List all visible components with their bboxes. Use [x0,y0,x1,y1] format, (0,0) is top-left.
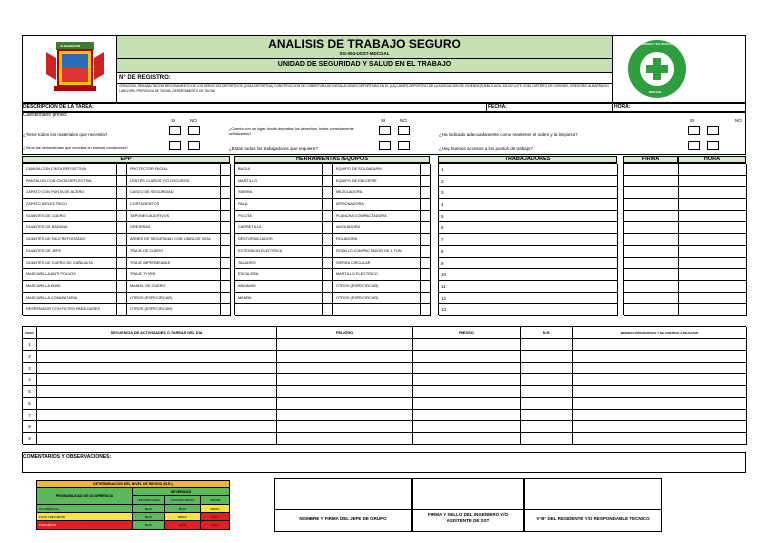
tool-item: PLANCHA COMPACTADORA [333,211,421,223]
epp-check [221,187,231,199]
nr-header: N.R. [521,327,573,339]
question-3: ¿Cuenta con un lugar donde depositar los desechos, botes correctamente señalizados? [229,127,354,136]
epp-check [221,258,231,270]
epp-item: CASCO DE SEGURIDAD [127,187,221,199]
tool-item: PICOTA [235,211,323,223]
tool-check [323,281,333,293]
tool-check [323,246,333,258]
epp-check [117,187,127,199]
tool-item: MANDIL [235,293,323,305]
epp-item: TRAJE IMPERMEABLE [127,258,221,270]
step-number: 3 [23,363,37,375]
severidad-label: SEVERIDAD [133,488,229,496]
signature-ingeniero-label: FIRMA Y SELLO DEL INGENIERO Y/O ASISTENTE DE SST [427,512,508,523]
signature-jefe-box [274,478,412,532]
epp-item: CAMISA CON CINTA REFLECTIVA [23,164,117,176]
tool-check [421,234,431,246]
epp-grid [22,163,230,315]
q1-no-checkbox[interactable] [188,126,200,135]
step-number: 2 [23,351,37,363]
firma-cell [624,199,679,211]
worker-row: 2 [439,176,618,188]
hora-cell [679,211,747,223]
firma-cell [624,246,679,258]
no-label-3: NO [735,118,742,123]
activity-cell[interactable] [413,351,521,363]
worker-row: 8 [439,246,618,258]
hora-cell [679,258,747,270]
epp-item: OTROS (ESPECIFICAR) [127,304,221,316]
activity-cell[interactable] [573,398,747,410]
tool-check [323,164,333,176]
activities-table [22,326,746,444]
activity-cell[interactable] [573,363,747,375]
logo-left-text: ALBARRACIN [60,44,80,48]
epp-check [117,246,127,258]
epp-check [221,211,231,223]
hora-header: HORA [678,156,746,163]
tool-check [421,176,431,188]
q1-si-checkbox[interactable] [169,126,181,135]
risk-cell-2-1: BAJO [133,513,165,521]
activity-cell[interactable] [413,421,521,433]
hora-cell [679,269,747,281]
activity-cell[interactable] [521,433,573,445]
epp-item: CORTAVIENTOS [127,199,221,211]
epp-check [221,246,231,258]
worker-row: 3 [439,187,618,199]
epp-check [117,176,127,188]
unit-title: UNIDAD DE SEGURIDAD Y SALUD EN EL TRABAJO [277,61,452,68]
tool-item: MEZCLADORA [333,187,421,199]
tool-check [421,258,431,270]
comentarios-label: COMENTARIOS Y OBSERVACIONES: [23,454,112,460]
no-label-2: NO [400,118,407,123]
epp-item: GUANTES DE CUERO DE CAÑA ALTA [23,258,117,270]
risk-matrix-title: DETERMINACION DEL NIVEL DE RIESGO (N.R.) [37,481,229,488]
risk-cell-1-1: BAJO [133,505,165,513]
step-number: 8 [23,421,37,433]
trabajadores-header: TRABAJADORES [438,156,617,163]
probabilidad-label: PROBABILIDAD DE OCURRENCIA [37,488,133,505]
worker-row: 11 [439,281,618,293]
tool-check [421,199,431,211]
q3-no-checkbox[interactable] [398,126,410,135]
peligro-header: PELIGRO [277,327,413,339]
tarea-row [22,103,746,112]
activity-cell[interactable] [277,421,413,433]
activity-cell[interactable] [277,374,413,386]
tool-check [323,176,333,188]
tool-item: OTROS (ESPECIFICAR) [333,293,421,305]
activity-cell[interactable] [413,386,521,398]
q4-si-checkbox[interactable] [379,141,391,150]
logo-right-text: SEGURIDAD Y SALUD EN EL TRABAJO [637,43,687,46]
epp-check [117,269,127,281]
activity-cell[interactable] [37,351,277,363]
activity-cell[interactable] [413,398,521,410]
step-number: 9 [23,433,37,445]
hora-cell [679,246,747,258]
hora-cell [679,293,747,305]
risk-cell-3-3: ALTO [201,521,229,529]
tool-item: ANDAMIO [235,281,323,293]
activity-cell[interactable] [521,374,573,386]
epp-check [221,234,231,246]
q2-no-checkbox[interactable] [188,141,200,150]
document-code: SG-004-USST-MDCGAL [339,51,390,56]
worker-row: 7 [439,234,618,246]
activity-cell[interactable] [573,433,747,445]
hora-cell [679,304,747,316]
epp-check [117,199,127,211]
activity-cell[interactable] [521,351,573,363]
activity-cell[interactable] [277,386,413,398]
section-headers [22,156,746,163]
si-label-1: SI [171,118,176,123]
activity-cell[interactable] [413,374,521,386]
hora-cell [679,281,747,293]
herramientas-header: HERRAMIENTAS /EQUIPOS [234,156,430,163]
activity-cell[interactable] [521,421,573,433]
tool-check [421,293,431,305]
risk-cell-3-2: ALTO [165,521,201,529]
cuestionario-label: Cuestionario previo: [23,112,68,118]
q4-no-checkbox[interactable] [398,141,410,150]
step-number: 5 [23,386,37,398]
step-number: 1 [23,339,37,351]
tool-check [421,281,431,293]
firma-cell [624,187,679,199]
tool-item: MARTILLO [235,176,323,188]
tool-check [323,222,333,234]
tool-item: EQUIPO DE SOLDADURA [333,164,421,176]
risk-cell-2-2: MEDIO [165,513,201,521]
epp-item: PANTALON CON CINTA REFLECTIVA [23,176,117,188]
epp-item: ARNES DE SEGURIDAD CON LINEA DE VIDA [127,234,221,246]
worker-row: 12 [439,293,618,305]
tool-item: ESCALERA [235,269,323,281]
activity-cell[interactable] [413,339,521,351]
question-4: ¿Estan todos los trabajadores que requiere? [229,146,318,151]
risk-row-label-1: OCURRENCIAL [37,505,133,513]
epp-item: PROTECTOR FACIAL [127,164,221,176]
firma-cell [624,176,679,188]
activity-cell[interactable] [413,410,521,422]
epp-check [221,281,231,293]
epp-item: LENTES CLAROS Y/O OSCUROS [127,176,221,188]
tool-check [323,293,333,305]
activity-cell[interactable] [573,374,747,386]
tool-check [421,269,431,281]
hora-cell [679,234,747,246]
q3-si-checkbox[interactable] [379,126,391,135]
epp-item: RESPIRADOR CON FILTRO PARA GASES [23,304,117,316]
activity-cell[interactable] [277,339,413,351]
epp-check [117,281,127,293]
signature-residente-label: V°B° DEL RESIDENTE Y/O RESPONDABLE TECNICO [536,516,650,521]
tool-check [323,211,333,223]
epp-check [221,164,231,176]
epp-check [117,234,127,246]
activity-cell[interactable] [37,398,277,410]
tool-check [323,258,333,270]
tool-item: SIERRA [235,187,323,199]
worker-row: 10 [439,269,618,281]
unit-underline [117,72,612,73]
activity-cell[interactable] [573,351,747,363]
epp-item: OREJERAS [127,222,221,234]
epp-check [221,222,231,234]
tool-item: PALA [235,199,323,211]
hora-cell [679,187,747,199]
firma-cell [624,304,679,316]
step-number: 7 [23,410,37,422]
tool-check [323,187,333,199]
activity-cell[interactable] [37,363,277,375]
herramientas-grid [234,163,430,315]
firma-grid [623,163,746,315]
epp-item: TRAJE DE CUERO [127,246,221,258]
activity-cell[interactable] [37,374,277,386]
activity-cell[interactable] [37,410,277,422]
worker-row: 5 [439,211,618,223]
firma-cell [624,211,679,223]
registro-label: N° DE REGISTRO: [119,75,171,81]
activity-cell[interactable] [521,410,573,422]
activity-cell[interactable] [277,398,413,410]
epp-check [117,304,127,316]
epp-check [117,164,127,176]
tool-item [333,304,421,316]
worker-row: 9 [439,258,618,270]
page-title: ANALISIS DE TRABAJO SEGURO [268,37,461,51]
sst-logo [625,38,689,100]
si-label-2: SI [381,118,386,123]
q6-si-checkbox[interactable] [688,141,700,150]
no-label-1: NO [190,118,197,123]
firma-cell [624,269,679,281]
tool-check [421,211,431,223]
activity-cell[interactable] [521,339,573,351]
tool-item: DESTORNILLADOR [235,234,323,246]
activity-cell[interactable] [573,339,747,351]
epp-item: MANDIL DE CUERO [127,281,221,293]
tool-item: CARRETILLA [235,222,323,234]
worker-row: 4 [439,199,618,211]
risk-cell-1-2: BAJO [165,505,201,513]
tool-check [421,246,431,258]
signature-residente-box [524,478,662,532]
q2-si-checkbox[interactable] [169,141,181,150]
activity-cell[interactable] [521,386,573,398]
activity-cell[interactable] [37,386,277,398]
epp-check [117,293,127,305]
epp-item: MASCARILLA COMUNITARIA [23,293,117,305]
secuencia-header: SECUENCIA DE ACTIVIDADES O TAREAS DEL DIA [37,327,277,339]
descripcion-label: DESCRIPCION DE LA TAREA: [23,104,94,110]
step-number: 6 [23,398,37,410]
signature-jefe-label: NOMBRE Y FIRMA DEL JEFE DE GRUPO [299,516,387,521]
epp-item: ZAPATO CON PUNTA DE ACERO [23,187,117,199]
tool-item: TALADRO [235,258,323,270]
hora-cell [679,176,747,188]
tool-check [323,269,333,281]
epp-item: TRAJE TYVEK [127,269,221,281]
activity-cell[interactable] [277,433,413,445]
municipality-logo [40,38,110,100]
tool-item: BUGUI [235,164,323,176]
activity-cell[interactable] [277,410,413,422]
activity-cell[interactable] [521,398,573,410]
sev-col-1: LESIONES LEVES [133,496,165,505]
tool-item: EXTENSION ELECTRICA [235,246,323,258]
tool-check [421,222,431,234]
header-divider-right [612,35,613,103]
fecha-label: FECHA: [488,104,507,110]
hora-cell [679,164,747,176]
tool-item: ROLADORA [333,234,421,246]
sev-col-2: LESIONES SERIAS [165,496,201,505]
risk-cell-1-3: MEDIO [201,505,229,513]
step-number: 4 [23,374,37,386]
tool-check [323,199,333,211]
epp-item: TAPONES AUDITIVOS [127,211,221,223]
risk-cell-3-1: BAJO [133,521,165,529]
firma-cell [624,164,679,176]
hora-label: HORA: [614,104,631,110]
activity-cell[interactable] [573,386,747,398]
tool-check [421,304,431,316]
activity-cell[interactable] [37,339,277,351]
epp-check [117,222,127,234]
epp-item: GUANTES DE BADANA [23,222,117,234]
firma-cell [624,293,679,305]
epp-check [221,199,231,211]
title-underline [117,58,612,59]
firma-cell [624,258,679,270]
epp-item: MASCARILLA ANTI POLVOS [23,269,117,281]
tool-item: EQUIPO DE ENCOFRE [333,176,421,188]
obra-description: CREACIÓN, REHABILITACIÓN MEJORAMIENTO DE LOS SERVICIOS DEPORTIVOS (LOSA DEPORTIVA) CONSTRUCCIÓN DE COBERTURA DE INSTALACIONES DEPORTIVAS EN EL (LA) CAMPO DEPORTIVO DE LA ASOCIACIÓN DE VIVIENDA PUEBLO AZUL MZ M2 LOTE 3 DEL DISTRITO DE CORONEL GREGORIO ALBARRACIN LANCHIPA, PROVINCIA DE TACNA, DEPARTAMENTO DE TACNA [119,84,609,93]
epp-item: GUANTES DE JEFE [23,246,117,258]
epp-item: GUANTES DE CUERO [23,211,117,223]
epp-item: OTROS (ESPECIFICAR) [127,293,221,305]
firma-cell [624,234,679,246]
question-5: ¿Ha indicado adecuadamente como mantener el orden y la limpieza? [439,132,578,137]
tool-check [421,187,431,199]
hora-cell [679,222,747,234]
epp-check [117,258,127,270]
epp-check [221,176,231,188]
question-6: ¿Hay buenos accesos a los puntos de trabajo? [439,146,533,151]
q5-si-checkbox[interactable] [688,126,700,135]
tool-item [235,304,323,316]
worker-row: 6 [439,222,618,234]
tool-check [421,164,431,176]
sev-col-3: GRAVES [201,496,229,505]
activity-cell[interactable] [277,351,413,363]
activity-cell[interactable] [37,433,277,445]
epp-item: GUANTES DE HILO REFORZADO [23,234,117,246]
question-2: ¿Tiene las herramientas que necesita en buenas condiciones? [23,146,129,150]
activity-cell[interactable] [413,363,521,375]
comentarios-box [22,452,746,473]
trabajadores-grid [438,163,617,315]
risk-matrix [36,480,230,530]
activity-cell[interactable] [521,363,573,375]
question-1: ¿Tiene todos los materiales que necesita? [23,132,108,137]
risk-cell-2-3: ALTO [201,513,229,521]
risk-row-label-3: FRECUENTE [37,521,133,529]
firma-cell [624,222,679,234]
activity-cell[interactable] [37,421,277,433]
epp-item: ZAPATO DIELECTRICO [23,199,117,211]
activity-cell[interactable] [573,410,747,422]
hora-cell [679,199,747,211]
activity-cell[interactable] [573,421,747,433]
tool-check [323,234,333,246]
worker-row: 1 [439,164,618,176]
tool-item: RODILLO COMPACTADOR DE 1 TON. [333,246,421,258]
tool-item: APISONADORA [333,199,421,211]
epp-check [221,293,231,305]
riesgo-header: RIESGO [413,327,521,339]
tool-item: MARTILLO ELECTRICO [333,269,421,281]
si-label-3: SI [690,118,695,123]
risk-row-label-2: POCO FRECUENTE [37,513,133,521]
epp-item: MASCARILLA KN95 [23,281,117,293]
tool-item: AMOLADORA [333,222,421,234]
epp-check [221,269,231,281]
signature-ingeniero-box [412,478,524,532]
q5-no-checkbox[interactable] [707,126,719,135]
q6-no-checkbox[interactable] [707,141,719,150]
activity-cell[interactable] [413,433,521,445]
worker-row: 13 [439,304,618,316]
epp-header: EPP [22,156,230,163]
activity-cell[interactable] [277,363,413,375]
tool-item: OTROS (ESPECIFICAR) [333,281,421,293]
paso-header: PASO [23,327,37,339]
fecha-divider [486,103,487,112]
epp-check [221,304,231,316]
firma-cell [624,281,679,293]
hora-divider [612,103,613,112]
tool-item: SIERRA CIRCULAR [333,258,421,270]
epp-check [117,211,127,223]
medidas-header: MEDIDAS PREVENTIVAS Y DE CONTROL A REALIZAR [573,327,747,339]
tool-check [323,304,333,316]
firma-header: FIRMA [623,156,678,163]
logo-right-sub: MDCGAL [649,90,663,94]
